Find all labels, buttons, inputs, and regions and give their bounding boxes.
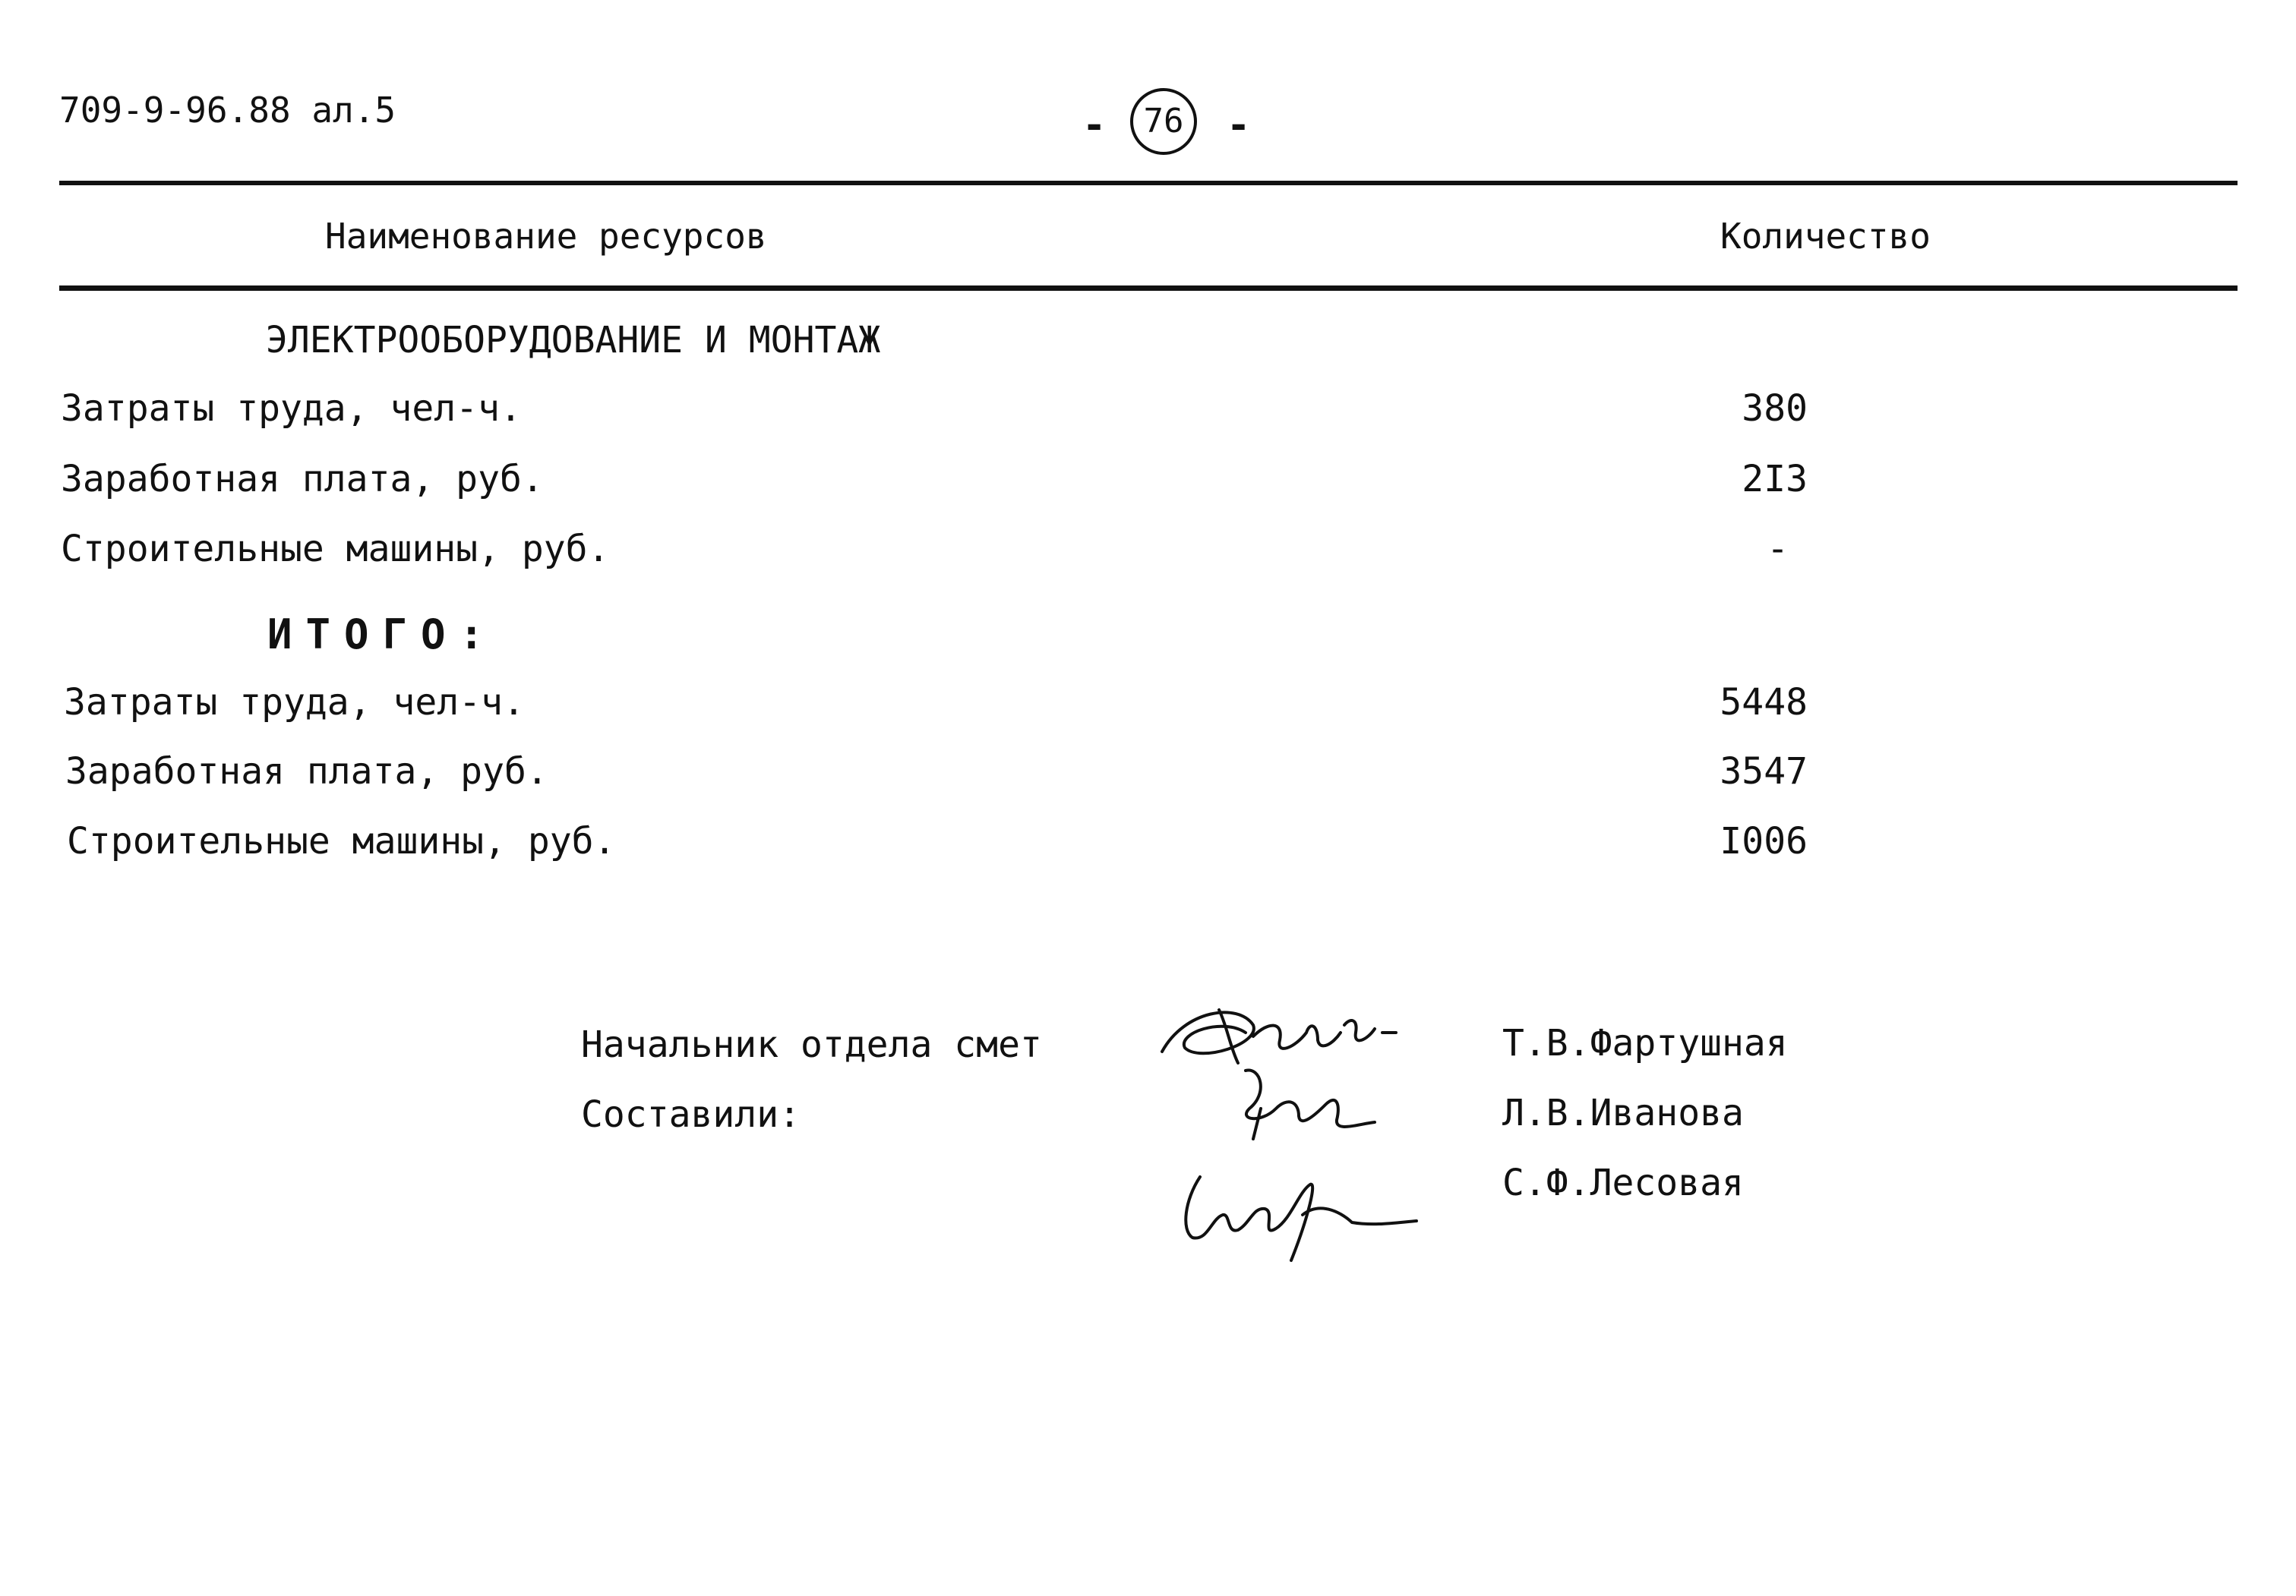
row-value: - xyxy=(1767,528,1789,570)
total-title: ИТОГО: xyxy=(267,610,498,658)
total-row-value: I006 xyxy=(1720,820,1808,863)
page-dash-right: - xyxy=(1227,103,1251,148)
page-dash-left: - xyxy=(1082,103,1107,148)
signature-3 xyxy=(1170,1154,1420,1268)
header-bottom-rule xyxy=(59,285,2238,291)
row-value: 380 xyxy=(1742,387,1808,430)
page-number: 76 xyxy=(1130,88,1197,155)
total-row-label: Затраты труда, чел-ч. xyxy=(64,681,525,724)
row-label: Заработная плата, руб. xyxy=(61,458,544,500)
total-row-label: Заработная плата, руб. xyxy=(65,750,548,793)
total-row-label: Строительные машины, руб. xyxy=(67,820,616,863)
total-row-value: 5448 xyxy=(1720,681,1808,724)
row-label: Строительные машины, руб. xyxy=(61,528,610,570)
document-code: 709-9-96.88 ал.5 xyxy=(59,90,396,131)
signer-name: С.Ф.Лесовая xyxy=(1502,1162,1744,1204)
signature-2 xyxy=(1215,1063,1390,1147)
column-header-quantity: Количество xyxy=(1720,216,1931,257)
top-rule xyxy=(59,181,2238,185)
row-value: 2I3 xyxy=(1742,458,1808,500)
row-label: Затраты труда, чел-ч. xyxy=(61,387,522,430)
signer-name: Т.В.Фартушная xyxy=(1502,1022,1788,1065)
head-of-department-label: Начальник отдела смет xyxy=(581,1024,1042,1066)
section-title: ЭЛЕКТРООБОРУДОВАНИЕ И МОНТАЖ xyxy=(266,319,881,361)
signer-name: Л.В.Иванова xyxy=(1502,1092,1744,1134)
total-row-value: 3547 xyxy=(1720,750,1808,793)
compiled-by-label: Составили: xyxy=(581,1093,801,1136)
column-header-name: Наименование ресурсов xyxy=(325,216,767,257)
